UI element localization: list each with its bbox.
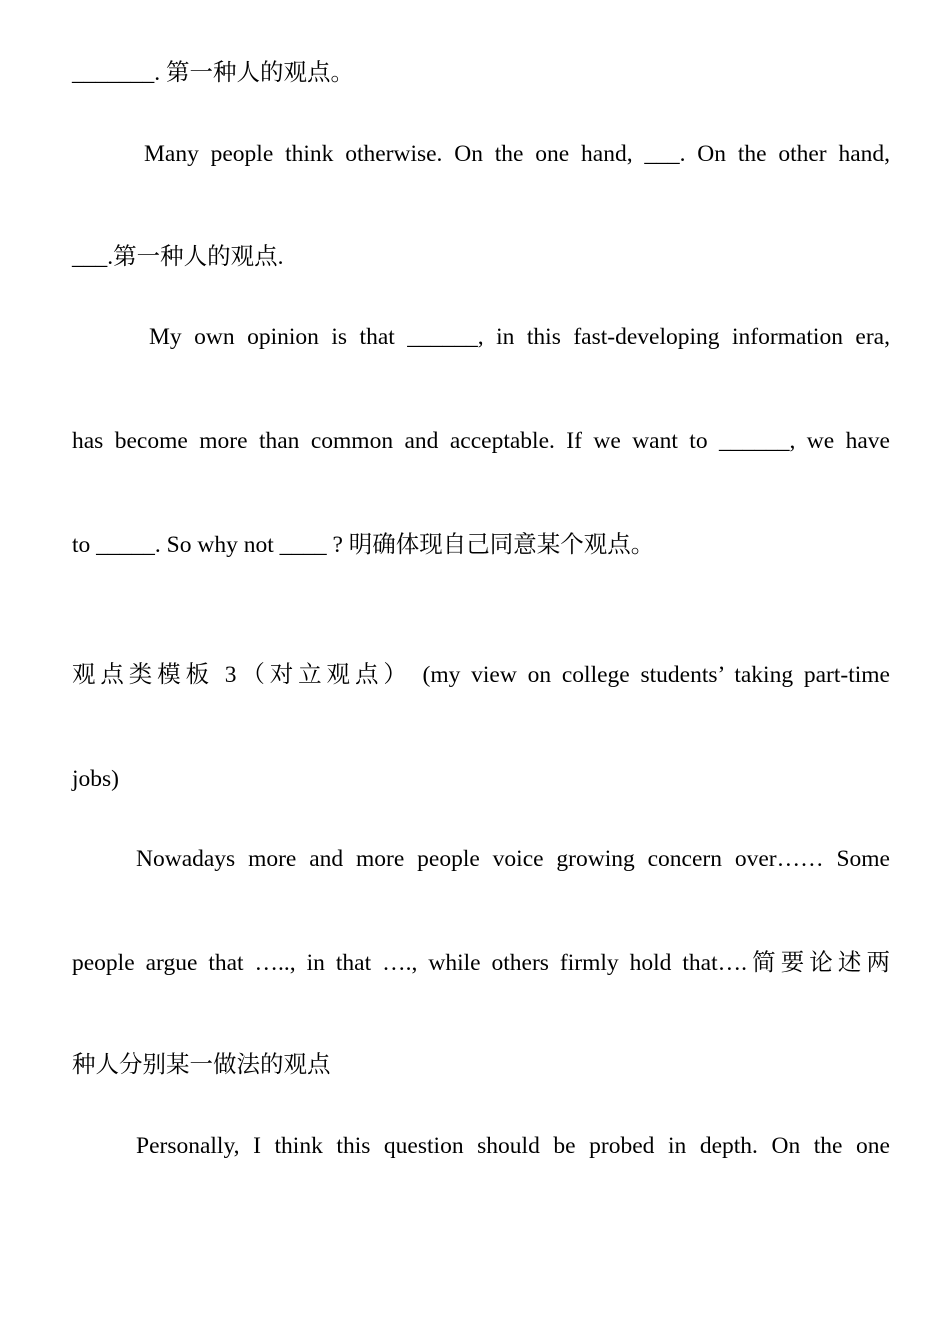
text-line-5: has become more than common and acceptable. If we want to ______, we have (72, 428, 890, 454)
text-line-4: My own opinion is that ______, in this fast-developing information era, (149, 324, 890, 350)
section-heading-continued: jobs) (72, 766, 119, 792)
text-line-9: Nowadays more and more people voice growing concern over…… Some (136, 846, 890, 872)
text-line-1: _______. 第一种人的观点。 (72, 60, 354, 86)
section-heading: 观点类模板 3（对立观点） (my view on college students’ taking part-time (72, 662, 890, 688)
text-line-10: people argue that ….., in that …., while others firmly hold that….简要论述两 (72, 950, 890, 976)
text-line-12: Personally, I think this question should be probed in depth. On the one (136, 1133, 890, 1159)
text-line-6: to _____. So why not ____ ? 明确体现自己同意某个观点。 (72, 532, 655, 558)
text-line-2: Many people think otherwise. On the one hand, ___. On the other hand, (144, 141, 890, 167)
text-line-11: 种人分别某一做法的观点 (72, 1052, 331, 1078)
text-line-3: ___.第一种人的观点. (72, 244, 284, 270)
